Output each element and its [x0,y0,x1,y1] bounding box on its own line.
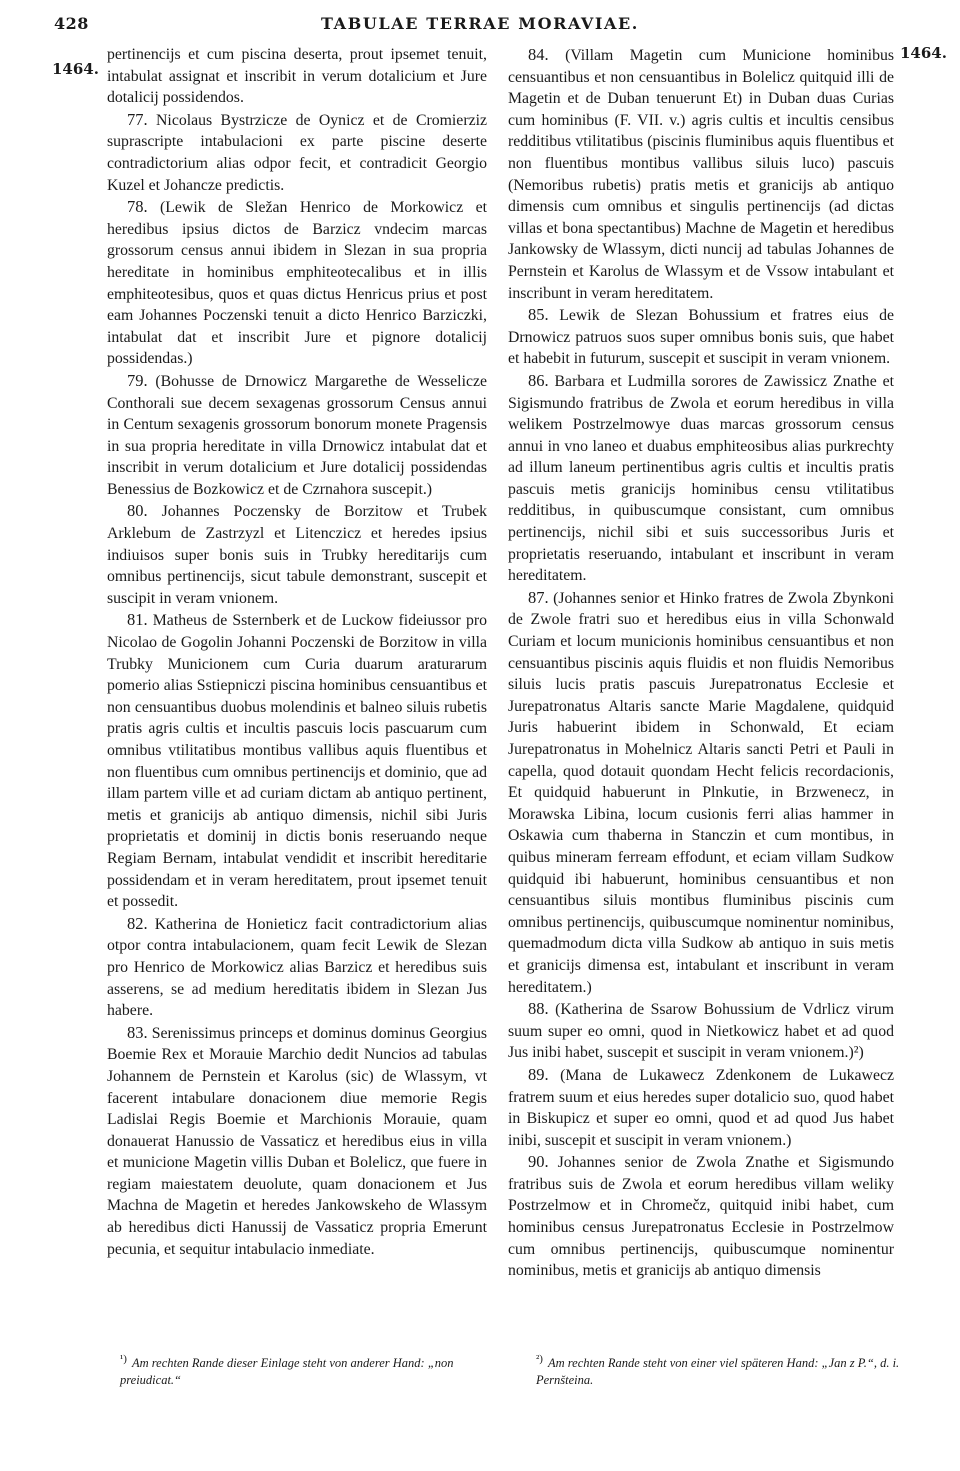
margin-year-left: 1464. [52,60,99,78]
entry-88 [508,998,894,1064]
paragraph-text: pertinencijs et cum piscina deserta, prout ipsemet tenuit, intabulat assignat et inscribit in verum dotalicium et Jure dotalicij possidendos. [107,46,487,107]
footnote-text: Am rechten Rande dieser Einlage steht von anderer Hand: „non preiudicat.“ [120,1356,454,1387]
entry-number: 84. [528,45,549,64]
running-title: TABULAE TERRAE MORAVIAE. [321,14,639,33]
footnote-mark: ¹) [120,1352,127,1365]
entry-text: Katherina de Honieticz facit contradictorium alias otpor contra intabulacionem, quam fecit Lewik de Slezan pro Henrico de Morkowicz alias Barzicz et heredibus suis asserens, se ad medium hereditatis ibidem in Slezan Jus habere. [107,915,487,1020]
entry-text: Johannes Poczensky de Borzitow et Trubek Arklebum de Zastrzyzl et Litenczicz et heredes ipsius indiuisos super bonis suis in Trubky hereditarijs cum omnibus pertinencijs, sicut tabule demonstrant, suscepit et suscipit in veram vnionem. [107,503,487,607]
entry-text: (Lewik de Sležan Henrico de Morkowicz et heredibus ipsius dictos de Barzicz vndecim marcas grossorum census annui ibidem in Slezan in sua propria hereditate in hominibus emphiteotecalibus et in illis emphiteotesibus, quos et quas dictus Henricus prius et post eam Johannes Poczenski tenuit a dicto Henrico Barziczki, intabulat dat et inscribit Jure et pignore dotalicij possidendas.) [107,199,487,368]
entry-number: 83. [127,1022,148,1042]
entry-text: Barbara et Ludmilla sorores de Zawissicz Znathe et Sigismundo fratribus de Zwola et eorum heredibus in villa welikem Postrzelmowye duas marcas grossorum census annui in vno laneo et duabus emphiteosibus alias purkrechty ad illum laneum pertinentibus agris cultis et incultis pratis pascuis metis granicijs hominibus censu vtilitatibus redditibus, in quibuscumque consistant, cum omnibus pertinencijs, nichil sibi et suis successoribus Juris et proprietatis reseruando, intabulant et inscribunt in veram hereditatem. [508,372,894,585]
entry-text: Serenissimus princeps et dominus dominus Georgius Boemie Rex et Morauie Marchio dedit Nuncios ad tabulas Johannem de Pernstein et Karolus (sic) de Wlassym, vt facerent intabulare donacionem diue memorie Regis Ladislai Regis Boemie et Marchionis Morauie, quam donauerat Hanussio de Vassaticz et heredibus eius in villa et municione Magetin villis Duban et Bolelicz, que fuere in regiam maiestatem deuolute, quam donacionem et Jus Machna de Magetin et heredes Jankowskeho de Wlassym ab heredibus dicti Hanussij de Vassaticz propria Emerunt pecunia, et sequitur intabulacio inmediate. [107,1024,487,1258]
paragraph-continuation [107,44,487,109]
entry-number: 79. [127,370,148,390]
right-column [508,44,894,1282]
entry-text: Johannes senior de Zwola Znathe et Sigismundo fratribus suis de Zwola et eorum heredibus villam weliky Postrzelmow et in Chromečz, quitquid inibi habet, cum hominibus census Jurepatronatus Ecclesie in Postrzelmow cum omnibus pertinencijs, quibuscumque nominentur nominibus, metis et granicijs ab antiquo dimensis [508,1154,894,1280]
margin-year-right: 1464. [900,44,947,62]
entry-text: (Mana de Lukawecz Zdenkonem de Lukawecz fratrem suum et eius heredes super dotalicio suo, quod habet in Biskupicz et super eo omni, quod et ad quod Jus habet inibi, suscepit et suscipit in veram vnionem.) [508,1066,894,1149]
entry-number: 82. [127,913,148,933]
entry-text: Matheus de Ssternberk et de Luckow fideiussor pro Nicolao de Gogolin Johanni Poczenski de Borzitow in villa Trubky Municionem cum Curia duarum araturarum pomerio alias Sstiepniczi piscina hominibus censuantibus et non censuantibus duobus molendinis et balneo siluis rubetis pratis agris cultis et incultis pascuis locis pascuarum cum omnibus vtilitatibus montibus vallibus aquis fluentibus et non fluentibus cum omnibus pertinencijs et dominio, que ad illam partem ville et ad curiam dictam ab antiquo pertinent, metis et granicijs ab antiquo dimensis, nichil sibi Juris proprietatis et dominij in dictis bonis reseruando neque Regiam Bernam, intabulat vendidit et inscribit hereditarie possidendam et in veram hereditatem, prout ipsemet tenuit et possedit. [107,612,488,911]
entry-number: 87. [528,587,549,607]
entry-number: 77. [127,109,148,129]
entry-number: 89. [528,1064,549,1084]
entry-77 [107,109,487,196]
entry-85 [508,304,894,370]
entry-78 [107,196,487,370]
footnote-1 [120,1352,510,1389]
footnote-text: Am rechten Rande steht von einer viel späteren Hand: „Jan z P.“, d. i. Pernšteina. [536,1356,900,1387]
entry-text: (Bohusse de Drnowicz Margarethe de Wesselicze Conthorali sue decem sexagenas grossorum Census annui in Centum sexagenis grossorum bonorum monete Pragensis in sua propria hereditate in villa Drnowicz intabulat dat et inscribit in verum dotalicium et Jure dotalicij possidendas Benessius de Bozkowicz et de Czrnahora suscepit.) [107,372,487,498]
entry-82 [107,913,487,1022]
entry-87 [508,587,894,998]
entry-text: (Katherina de Ssarow Bohussium de Vdrlicz virum suum super eo omni, quod in Nietkowicz habet et ad quod Jus inibi habet, suscepit et suscipit in veram vnionem.)²) [508,1001,894,1062]
entry-number: 88. [528,999,549,1019]
entry-79 [107,370,487,501]
entry-84 [508,44,894,304]
page-number: 428 [54,14,89,33]
entry-83 [107,1022,487,1261]
entry-number: 85. [528,305,549,325]
left-column [107,44,487,1260]
entry-number: 86. [528,370,549,390]
entry-number: 78. [127,197,148,217]
entry-80 [107,500,487,609]
entry-86 [508,370,894,587]
entry-text: (Villam Magetin cum Municione hominibus censuantibus et non censuantibus in Bolelicz quitquid illi de Magetin et de Duban tenuerunt Et) in Duban duas Curias cum hominibus (F. VII. v.) agris cultis et incultis censibus redditibus vtilitatibus (piscinis fluminibus aquis fluentibus et non fluentibus montibus vallibus siluis luco) pascuis (Nemoribus rubetis) pratis metis et granicijs ab antiquo dimensis cum omnibus et singulis pertinencijs (ad dictas villas et bona spectantibus) Machne de Magetin et heredibus Jankowsky de Wlassym, dicti nuncij ad tabulas Johannes de Pernstein et Karolus de Wlassym et de Vssow intabulant et inscribunt in veram hereditatem. [508,47,895,302]
footnote-2 [536,1352,926,1389]
entry-text: Lewik de Slezan Bohussium et fratres eius de Drnowicz patruos suos super omnibus bonis suis, que habet et habebit in futurum, suscepit et suscipit in veram vnionem. [508,307,895,368]
entry-90 [508,1151,894,1282]
entry-number: 80. [127,501,148,521]
entry-text: Nicolaus Bystrzicze de Oynicz et de Cromierziz suprascripte intabulacioni ex parte piscine deserte contradictorium alias odpor fecit, et contradicit Georgio Kuzel et Johancze predictis. [107,111,487,194]
entry-89 [508,1064,894,1151]
footnote-mark: ²) [536,1352,543,1365]
entry-number: 81. [127,610,148,630]
entry-text: (Johannes senior et Hinko fratres de Zwola Zbynkoni de Zwole fratri suo et heredibus eius in villa Schonwald Curiam et locum municionis hominibus censuantibus et non censuantibus piscinis aquis fluidis et non fluidis Nemoribus siluis lucis pratis pascuis Jurepatronatus Ecclesie et Jurepatronatus Altaris sancte Marie Magdalene, quidquid Juris habuerint ibidem in Schonwald, Et eciam Jurepatronatus in Mohelnicz Altaris sancti Petri et Pauli in capella, quod dotauit quondam Hecht felicis recordacionis, Et quidquid habuerunt in Plnkutie, in Brzwenecz, in Morawska Libina, locum cusionis ferri alias hammer in Oskawia cum thaberna in Stanczin et cum montibus, in quibus mineram ferream effodunt, et eciam villam Sudkow quidquid ibi habuerunt, hominibus censuantibus et non censuantibus siluis montibus fluminibus piscinis cum omnibus pertinencijs, quibuscumque nominentur nominibus, quemadmodum dicta villa Sudkow ab antiquo in suis metis et granicijs dimensa est, intabulant et inscribunt in veram hereditatem.) [508,589,894,996]
entry-number: 90. [528,1152,549,1172]
entry-81 [107,609,487,912]
